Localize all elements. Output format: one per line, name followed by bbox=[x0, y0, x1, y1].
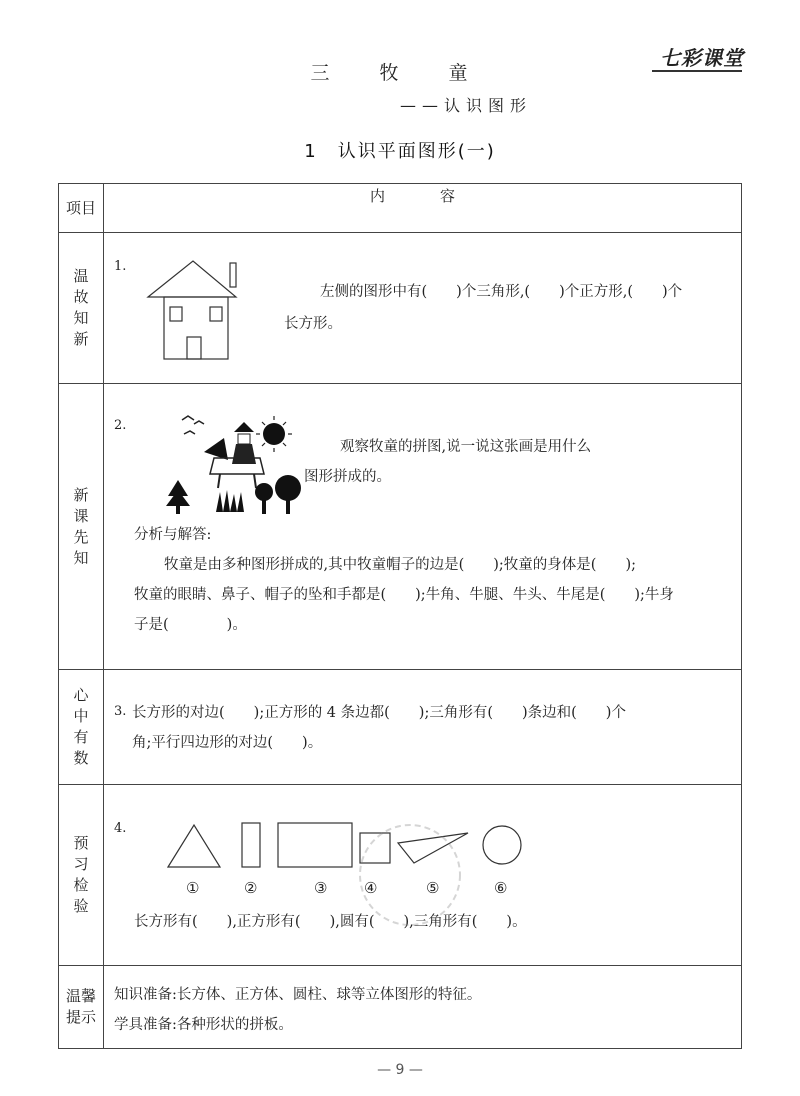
shape-3-rectangle bbox=[278, 823, 352, 867]
table-row bbox=[59, 670, 742, 785]
house-figure bbox=[144, 255, 254, 365]
table-row bbox=[59, 233, 742, 384]
shape-label-3: ③ bbox=[314, 879, 328, 897]
question-text-cont: 长方形。 bbox=[284, 316, 342, 332]
tip-text: 学具准备:各种形状的拼板。 bbox=[114, 1017, 293, 1033]
row-label-check-knowledge: 心中有数 bbox=[73, 686, 89, 767]
row-label-preview: 新课先知 bbox=[73, 485, 89, 567]
lesson-title: 1 认识平面图形(一) bbox=[304, 141, 496, 162]
table-header-row bbox=[59, 184, 742, 233]
unit-title: 三 牧 童 bbox=[310, 62, 490, 84]
row-label-review: 温故知新 bbox=[73, 267, 89, 348]
header-content: 内 容 bbox=[104, 184, 742, 233]
shape-2-rectangle bbox=[242, 823, 260, 867]
question-text: 长方形有( ),正方形有( ),圆有( ),三角形有( )。 bbox=[134, 914, 527, 930]
lesson-table bbox=[58, 183, 742, 1049]
shape-label-2: ② bbox=[244, 879, 258, 897]
brand-logo: 七彩课堂 bbox=[660, 46, 744, 70]
shape-label-5: ⑤ bbox=[426, 879, 440, 897]
table-row bbox=[59, 966, 742, 1049]
shape-6-circle bbox=[483, 826, 521, 864]
question-text: 左侧的图形中有( )个三角形,( )个正方形,( )个 bbox=[320, 284, 683, 300]
shape-1-triangle bbox=[168, 825, 220, 867]
shape-label-6: ⑥ bbox=[494, 879, 508, 897]
shape-label-4: ④ bbox=[364, 879, 378, 897]
shape-label-1: ① bbox=[186, 879, 200, 897]
answer-text: 牧童是由多种图形拼成的,其中牧童帽子的边是( );牧童的身体是( ); bbox=[164, 557, 637, 573]
row-content-tips bbox=[104, 966, 742, 1049]
question-text-cont: 图形拼成的。 bbox=[304, 469, 391, 485]
question-number: 1. bbox=[114, 259, 127, 274]
answer-text: 子是( )。 bbox=[134, 617, 247, 633]
unit-subtitle: ——认识图形 bbox=[400, 96, 533, 115]
row-content-review bbox=[104, 233, 742, 384]
question-number: 4. bbox=[114, 821, 127, 836]
shape-labels bbox=[164, 879, 534, 903]
question-text: 长方形的对边( );正方形的 4 条边都( );三角形有( )条边和( )个 bbox=[132, 705, 626, 721]
tip-text: 知识准备:长方体、正方体、圆柱、球等立体图形的特征。 bbox=[114, 987, 482, 1003]
row-label-tips: 温馨提示 bbox=[65, 987, 96, 1026]
row-content-preview-check bbox=[104, 785, 742, 966]
question-number: 2. bbox=[114, 418, 127, 433]
analysis-label: 分析与解答: bbox=[134, 527, 212, 543]
answer-text: 牧童的眼睛、鼻子、帽子的坠和手都是( );牛角、牛腿、牛头、牛尾是( );牛身 bbox=[134, 587, 674, 603]
row-content-check-knowledge bbox=[104, 670, 742, 785]
page-number: — 9 — bbox=[377, 1062, 423, 1078]
row-content-preview bbox=[104, 384, 742, 670]
header-project: 项目 bbox=[59, 184, 104, 233]
shapes-figure bbox=[164, 821, 534, 871]
shape-4-square bbox=[360, 833, 390, 863]
question-number: 3. bbox=[114, 704, 127, 719]
shape-5-triangle bbox=[398, 833, 468, 863]
question-text: 观察牧童的拼图,说一说这张画是用什么 bbox=[340, 439, 592, 455]
row-label-preview-check: 预习检验 bbox=[73, 834, 89, 915]
question-text-cont: 角;平行四边形的对边( )。 bbox=[132, 735, 323, 751]
table-row bbox=[59, 384, 742, 670]
table-row bbox=[59, 785, 742, 966]
